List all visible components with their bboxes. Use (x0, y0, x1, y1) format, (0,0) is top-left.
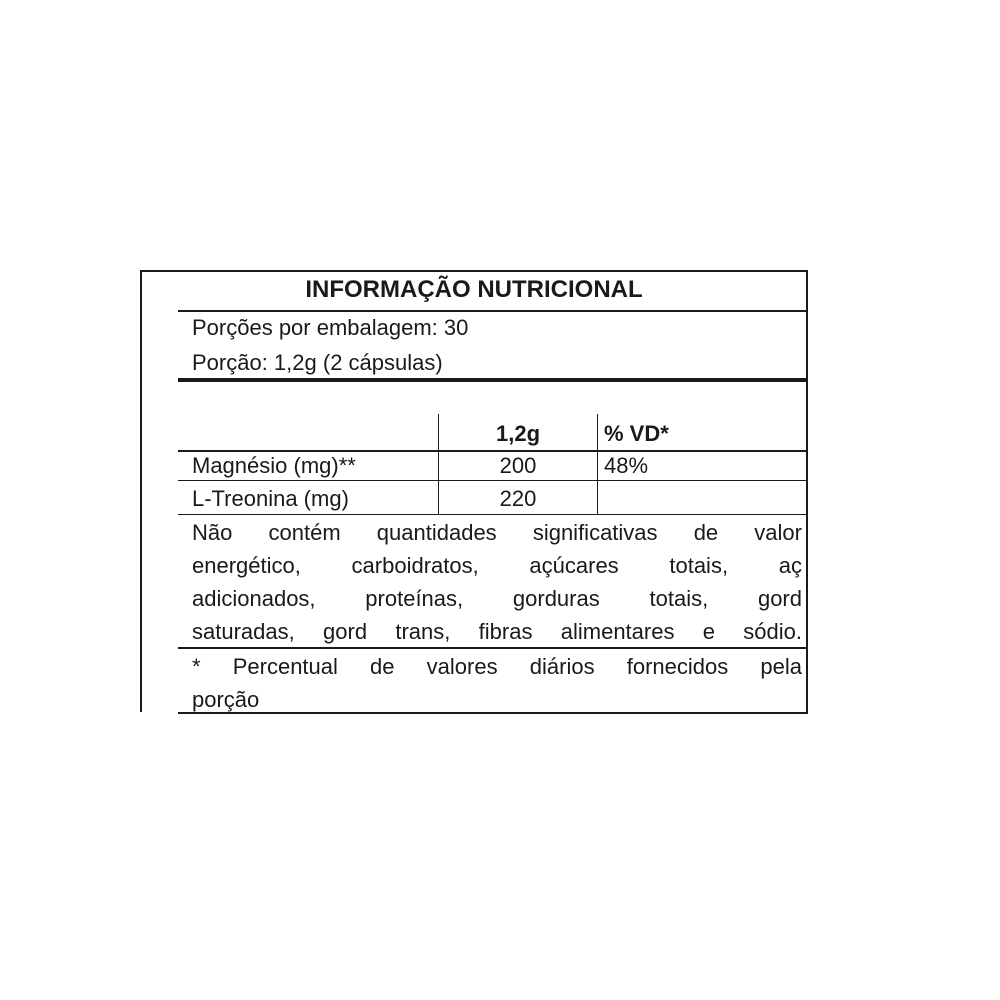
thick-divider (178, 378, 808, 382)
divider (178, 514, 808, 515)
nutrient-dv: 48% (604, 453, 649, 478)
table-title: INFORMAÇÃO NUTRICIONAL (305, 276, 643, 303)
disclaimer-line: Não contém quantidades significativas de valor (192, 520, 802, 545)
column-separator (597, 414, 598, 514)
disclaimer-line: adicionados, proteínas, gorduras totais, gord (192, 586, 802, 611)
nutrient-amount: 220 (499, 486, 537, 511)
column-header-dv: % VD* (604, 421, 669, 446)
nutrient-amount: 200 (499, 453, 537, 478)
disclaimer-line: saturadas, gord trans, fibras alimentares e sódio. (192, 619, 802, 644)
serving-size: Porção: 1,2g (2 cápsulas) (192, 350, 443, 375)
footnote-line: * Percentual de valores diários fornecidos pela (192, 654, 802, 679)
servings-per-package: Porções por embalagem: 30 (192, 315, 469, 340)
nutrient-name: L-Treonina (mg) (192, 486, 349, 511)
divider (178, 712, 808, 714)
footnote-line: porção (192, 687, 260, 712)
divider (178, 310, 808, 312)
disclaimer-text (192, 516, 802, 648)
footnote-text (192, 650, 802, 716)
nutrition-facts-table (140, 270, 808, 712)
divider (178, 647, 808, 649)
nutrient-name: Magnésio (mg)** (192, 453, 356, 478)
divider (178, 480, 808, 481)
disclaimer-line: energético, carboidratos, açúcares totais, aç (192, 553, 802, 578)
column-header-amount: 1,2g (495, 421, 541, 446)
